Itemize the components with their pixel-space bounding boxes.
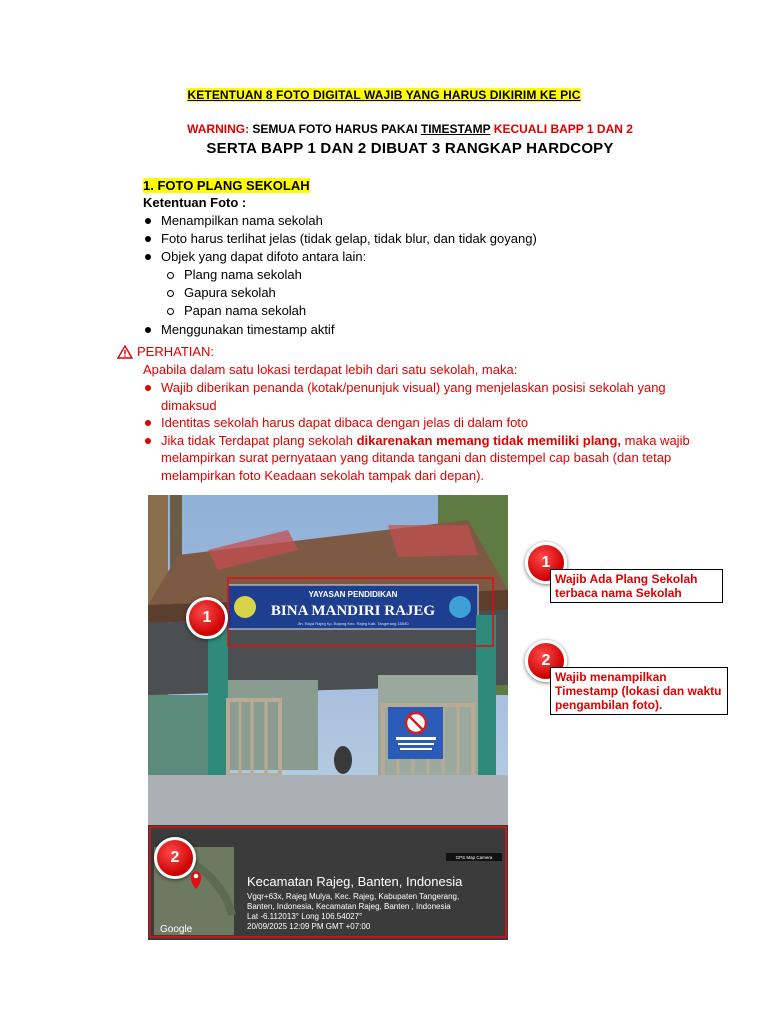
list-item: Menampilkan nama sekolah xyxy=(143,212,537,230)
list-item: Objek yang dapat difoto antara lain: xyxy=(143,248,537,266)
map-brand: Google xyxy=(160,924,193,935)
school-photo xyxy=(148,495,508,940)
coordinates-line: Lat -6.112013° Long 106.54027° xyxy=(247,912,363,921)
banner-school-name: BINA MANDIRI RAJEG xyxy=(270,603,436,619)
list-item: Menggunakan timestamp aktif xyxy=(143,321,334,339)
bullet-icon xyxy=(145,327,151,333)
photo-marker-2: 2 xyxy=(154,837,196,879)
timestamp-line: 20/09/2025 12:09 PM GMT +07:00 xyxy=(247,922,371,931)
sub-list-item: Papan nama sekolah xyxy=(164,302,306,320)
bullet-icon xyxy=(145,385,151,391)
rules-label: Ketentuan Foto : xyxy=(143,195,247,210)
document-title: KETENTUAN 8 FOTO DIGITAL WAJIB YANG HARUS DIKIRIM KE PIC xyxy=(187,88,581,102)
section-heading: 1. FOTO PLANG SEKOLAH xyxy=(143,178,310,193)
warning-line-2: SERTA BAPP 1 DAN 2 DIBUAT 3 RANGKAP HARDCOPY xyxy=(206,140,614,157)
banner-top-text: YAYASAN PENDIDIKAN xyxy=(308,590,398,599)
rules-list-end xyxy=(143,321,334,339)
callout-marker-1: 1 xyxy=(525,542,567,584)
warning-text-b: KECUALI BAPP 1 DAN 2 xyxy=(490,122,633,136)
bullet-icon xyxy=(145,236,151,242)
callout-text-1: Wajib Ada Plang Sekolah terbaca nama Sekolah xyxy=(550,569,723,603)
circle-bullet-icon xyxy=(167,272,174,279)
photo-marker-1: 1 xyxy=(186,597,228,639)
attention-heading: PERHATIAN: xyxy=(117,344,214,359)
bullet-icon xyxy=(145,420,151,426)
gps-app-label: GPS Map Camera xyxy=(455,855,493,860)
warning-line xyxy=(0,122,768,136)
list-item: Foto harus terlihat jelas (tidak gelap, tidak blur, dan tidak goyang) xyxy=(143,230,537,248)
warning-label: WARNING: xyxy=(187,122,250,136)
list-item: Identitas sekolah harus dapat dibaca dengan jelas di dalam foto xyxy=(143,414,703,432)
location-title: Kecamatan Rajeg, Banten, Indonesia xyxy=(247,874,463,889)
list-item: Jika tidak Terdapat plang sekolah dikarenakan memang tidak memiliki plang, maka wajib melampirkan surat pernyataan yang ditanda tangani dan distempel cap basah (dan tetap melampirkan foto Keadaan sekolah tampak dari depan). xyxy=(143,432,703,485)
rules-list xyxy=(143,212,537,266)
circle-bullet-icon xyxy=(167,290,174,297)
callout-marker-2: 2 xyxy=(525,640,567,682)
address-line: Vgqr+63x, Rajeg Mulya, Kec. Rajeg, Kabupaten Tangerang, xyxy=(247,892,460,901)
callout-text-2: Wajib menampilkan Timestamp (lokasi dan waktu pengambilan foto). xyxy=(550,667,728,715)
sub-list-item: Gapura sekolah xyxy=(164,284,306,302)
bullet-icon xyxy=(145,218,151,224)
address-line: Banten, Indonesia, Kecamatan Rajeg, Banten , Indonesia xyxy=(247,902,451,911)
circle-bullet-icon xyxy=(167,308,174,315)
warning-triangle-icon xyxy=(117,345,133,359)
list-item: Wajib diberikan penanda (kotak/penunjuk visual) yang menjelaskan posisi sekolah yang dimaksud xyxy=(143,379,703,414)
sub-list xyxy=(164,266,306,320)
attention-list xyxy=(143,379,703,484)
sub-list-item: Plang nama sekolah xyxy=(164,266,306,284)
warning-timestamp-word: TIMESTAMP xyxy=(420,122,491,136)
banner-small-text: Jln. Raya Rajeg Kp. Bojong Kec. Rajeg Kab. Tangerang 15540 xyxy=(297,621,409,626)
attention-intro: Apabila dalam satu lokasi terdapat lebih dari satu sekolah, maka: xyxy=(143,362,518,377)
bullet-icon xyxy=(145,254,151,260)
bullet-icon xyxy=(145,438,151,444)
school-gate-illustration xyxy=(148,495,508,940)
warning-text-a: SEMUA FOTO HARUS PAKAI xyxy=(249,122,421,136)
